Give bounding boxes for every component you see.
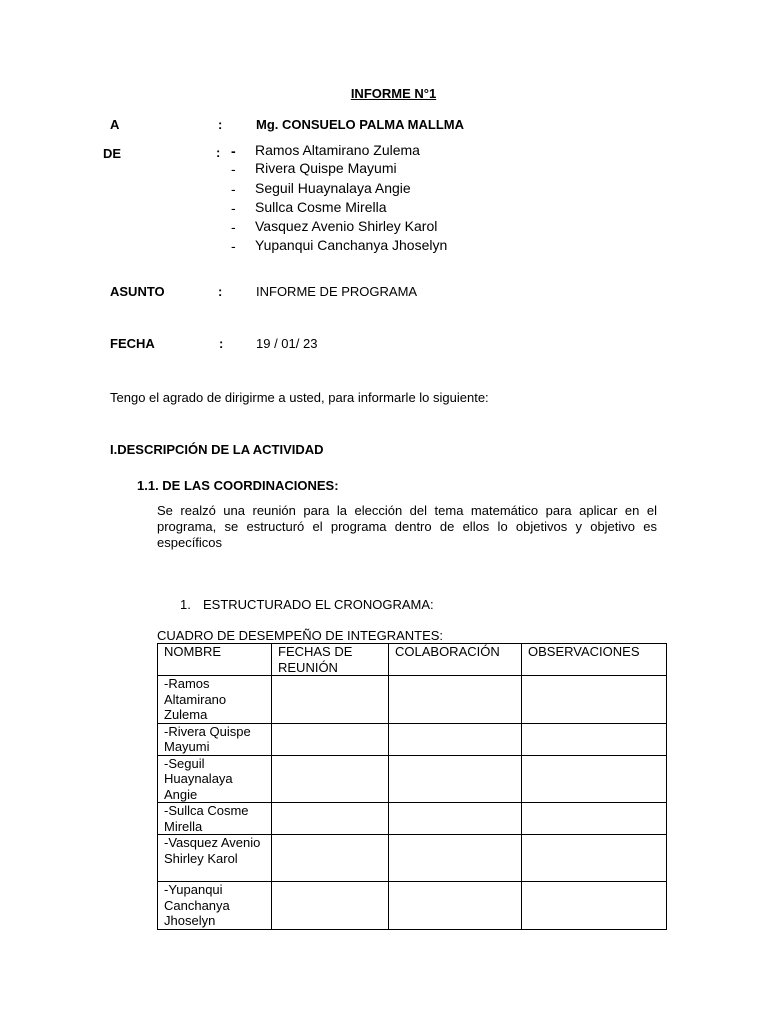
to-label: A (110, 117, 120, 132)
table-header-row (158, 644, 667, 676)
table-row (158, 882, 667, 930)
from-dash-5: - (231, 219, 236, 235)
list-item-text: ESTRUCTURADO EL CRONOGRAMA: (203, 597, 434, 612)
header-observaciones: OBSERVACIONES (522, 644, 667, 676)
dates-cell[interactable] (272, 755, 389, 803)
subject-value: INFORME DE PROGRAMA (256, 284, 418, 299)
section-heading: I.DESCRIPCIÓN DE LA ACTIVIDAD (110, 442, 324, 457)
member-name-cell: -Sullca Cosme Mirella (158, 803, 272, 835)
table-row (158, 803, 667, 835)
from-dash-2: - (231, 161, 236, 177)
dates-cell[interactable] (272, 835, 389, 882)
collaboration-cell[interactable] (389, 676, 522, 724)
collaboration-cell[interactable] (389, 755, 522, 803)
date-colon: : (219, 336, 224, 351)
header-nombre: NOMBRE (158, 644, 272, 676)
from-member: Yupanqui Canchanya Jhoselyn (255, 237, 448, 253)
observations-cell[interactable] (522, 835, 667, 882)
list-item-number: 1. (180, 597, 191, 612)
collaboration-cell[interactable] (389, 803, 522, 835)
subsection-heading: 1.1. DE LAS COORDINACIONES: (137, 478, 339, 493)
from-dash-4: - (231, 200, 236, 216)
header-colaboracion: COLABORACIÓN (389, 644, 522, 676)
subject-colon: : (218, 284, 223, 299)
from-label: DE (103, 146, 122, 161)
observations-cell[interactable] (522, 803, 667, 835)
observations-cell[interactable] (522, 882, 667, 930)
table-row (158, 676, 667, 724)
dates-cell[interactable] (272, 723, 389, 755)
from-member: Vasquez Avenio Shirley Karol (255, 218, 438, 234)
from-dash-3: - (231, 181, 236, 197)
subject-label: ASUNTO (110, 284, 165, 299)
observations-cell[interactable] (522, 676, 667, 724)
from-member: Rivera Quispe Mayumi (255, 160, 397, 176)
from-member: Ramos Altamirano Zulema (255, 142, 420, 158)
to-colon: : (218, 117, 223, 132)
performance-table (157, 643, 667, 930)
table-caption: CUADRO DE DESEMPEÑO DE INTEGRANTES: (157, 628, 444, 643)
header-fechas: FECHAS DE REUNIÓN (272, 644, 389, 676)
observations-cell[interactable] (522, 755, 667, 803)
member-name-cell: -Rivera Quispe Mayumi (158, 723, 272, 755)
from-member: Seguil Huaynalaya Angie (255, 180, 411, 196)
from-member: Sullca Cosme Mirella (255, 199, 387, 215)
collaboration-cell[interactable] (389, 835, 522, 882)
table-row (158, 723, 667, 755)
dates-cell[interactable] (272, 882, 389, 930)
subsection-paragraph: Se realzó una reunión para la elección del tema matemático para aplicar en el programa, se estructuró el programa dentro de ellos lo objetivos y objetivo es específicos (157, 503, 657, 550)
date-value: 19 / 01/ 23 (256, 336, 318, 351)
intro-paragraph: Tengo el agrado de dirigirme a usted, para informarle lo siguiente: (110, 390, 489, 405)
from-colon: : (216, 145, 221, 160)
collaboration-cell[interactable] (389, 882, 522, 930)
dates-cell[interactable] (272, 676, 389, 724)
from-dash-1: - (231, 143, 236, 159)
from-dash-6: - (231, 238, 236, 254)
member-name-cell: -Vasquez Avenio Shirley Karol (158, 835, 272, 882)
member-name-cell: -Yupanqui Canchanya Jhoselyn (158, 882, 272, 930)
dates-cell[interactable] (272, 803, 389, 835)
document-title: INFORME N°1 (350, 86, 437, 101)
member-name-cell: -Ramos Altamirano Zulema (158, 676, 272, 724)
date-label: FECHA (110, 336, 155, 351)
observations-cell[interactable] (522, 723, 667, 755)
member-name-cell: -Seguil Huaynalaya Angie (158, 755, 272, 803)
collaboration-cell[interactable] (389, 723, 522, 755)
table-row (158, 755, 667, 803)
to-value: Mg. CONSUELO PALMA MALLMA (256, 117, 464, 132)
table-row (158, 835, 667, 882)
